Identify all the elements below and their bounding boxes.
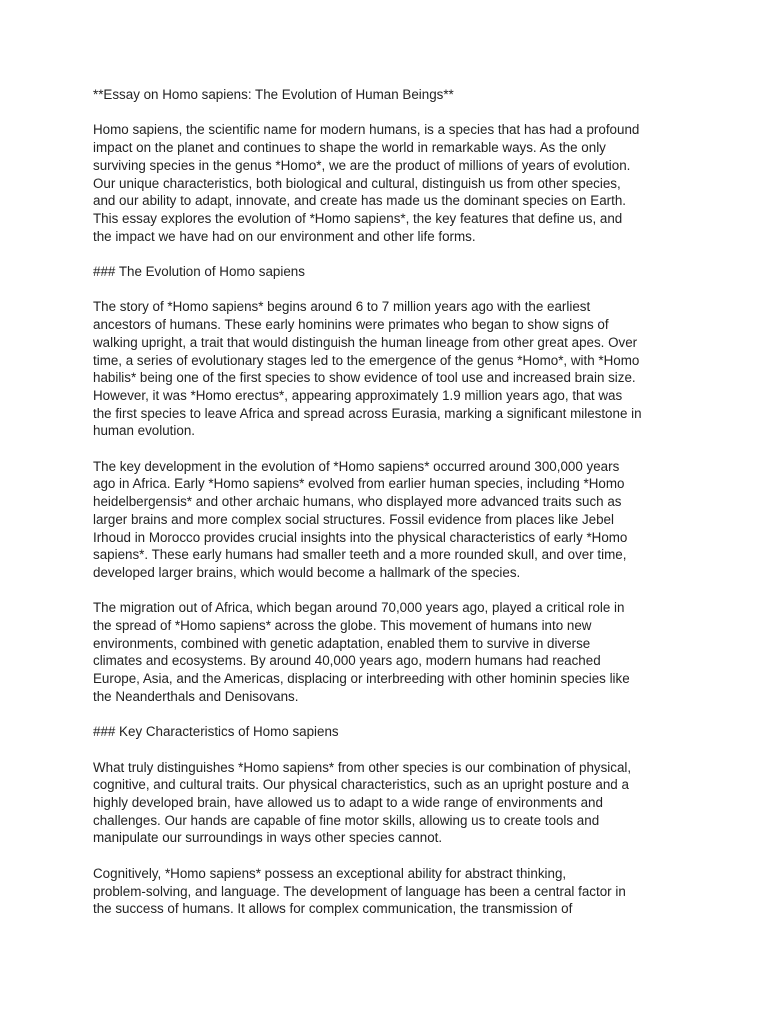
document-title [93,86,683,104]
title-line: **Essay on Homo sapiens: The Evolution of Human Beings** [93,87,454,102]
text-line: the Neanderthals and Denisovans. [93,688,299,704]
text-line: Irhoud in Morocco provides crucial insights into the physical characteristics of early *Homo [93,529,628,545]
text-line: manipulate our surroundings in ways other species cannot. [93,830,443,846]
text-line: challenges. Our hands are capable of fine motor skills, allowing us to create tools and [93,812,600,828]
text-line: However, it was *Homo erectus*, appearing approximately 1.9 million years ago, that was [93,387,623,403]
text-line: Our unique characteristics, both biological and cultural, distinguish us from other species, [93,175,621,191]
text-line: heidelbergensis* and other archaic humans, who displayed more advanced traits such as [93,494,622,510]
text-line: Cognitively, *Homo sapiens* possess an exceptional ability for abstract thinking, [93,865,567,881]
text-line: the success of humans. It allows for complex communication, the transmission of [93,901,573,917]
text-line: ### Key Characteristics of Homo sapiens [93,724,339,740]
text-line: highly developed brain, have allowed us to adapt to a wide range of environments and [93,795,603,811]
text-line: ancestors of humans. These early hominins were primates who began to show signs of [93,317,609,333]
text-line: the first species to leave Africa and spread across Eurasia, marking a significant milestone in [93,405,642,421]
text-line: The story of *Homo sapiens* begins around 6 to 7 million years ago with the earliest [93,299,591,315]
paragraph [93,599,683,705]
document-body [93,86,683,936]
paragraph [93,298,683,440]
text-line: developed larger brains, which would become a hallmark of the species. [93,564,521,580]
text-line: cognitive, and cultural traits. Our physical characteristics, such as an upright posture and a [93,777,629,793]
text-line: ago in Africa. Early *Homo sapiens* evolved from earlier human species, including *Homo [93,476,625,492]
paragraph [93,121,683,245]
text-line: surviving species in the genus *Homo*, we are the product of millions of years of evolution. [93,157,631,173]
text-line: impact on the planet and continues to shape the world in remarkable ways. As the only [93,140,606,156]
paragraph [93,865,683,918]
text-line: human evolution. [93,423,195,439]
text-line: The migration out of Africa, which began around 70,000 years ago, played a critical role in [93,600,625,616]
text-line: Europe, Asia, and the Americas, displacing or interbreeding with other hominin species like [93,671,630,687]
text-line: larger brains and more complex social structures. Fossil evidence from places like Jebel [93,511,614,527]
text-line: problem-solving, and language. The development of language has been a central factor in [93,883,626,899]
paragraphs-container [93,121,683,918]
text-line: sapiens*. These early humans had smaller teeth and a more rounded skull, and over time, [93,547,627,563]
text-line: climates and ecosystems. By around 40,000 years ago, modern humans had reached [93,653,601,669]
text-line: This essay explores the evolution of *Homo sapiens*, the key features that define us, and [93,210,623,226]
section-heading [93,263,683,281]
paragraph [93,458,683,582]
text-line: Homo sapiens, the scientific name for modern humans, is a species that has had a profound [93,122,640,138]
text-line: ### The Evolution of Homo sapiens [93,264,305,279]
text-line: environments, combined with genetic adaptation, enabled them to survive in diverse [93,635,591,651]
text-line: and our ability to adapt, innovate, and create has made us the dominant species on Earth. [93,193,626,209]
section-heading [93,723,683,741]
text-line: time, a series of evolutionary stages led to the emergence of the genus *Homo*, with *Homo [93,352,640,368]
text-line: habilis* being one of the first species to show evidence of tool use and increased brain size. [93,370,636,386]
text-line: The key development in the evolution of *Homo sapiens* occurred around 300,000 years [93,458,620,474]
text-line: What truly distinguishes *Homo sapiens* from other species is our combination of physical, [93,759,632,775]
text-line: walking upright, a trait that would distinguish the human lineage from other great apes. Over [93,334,638,350]
paragraph [93,759,683,848]
text-line: the spread of *Homo sapiens* across the globe. This movement of humans into new [93,618,592,634]
text-line: the impact we have had on our environment and other life forms. [93,228,476,244]
